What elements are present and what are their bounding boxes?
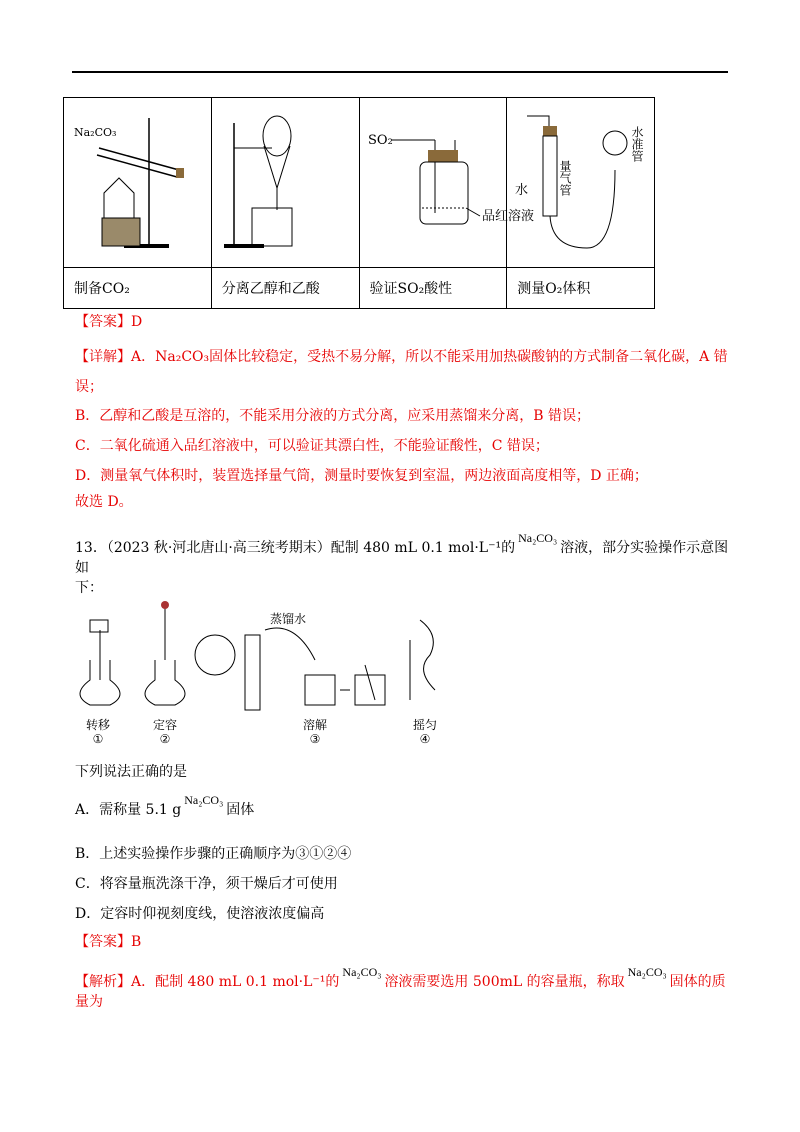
step4-label: 摇匀 (412, 718, 437, 732)
separatory-funnel-figure (212, 98, 327, 267)
apparatus-cell-1 (64, 98, 212, 268)
label-so2: SO₂ (367, 133, 393, 148)
q12-conclusion: 故选 D。 (75, 494, 133, 510)
label-water: 水 (515, 183, 529, 198)
label-liangqiguan: 量气管 (558, 160, 573, 196)
step3-label: 溶解 (302, 718, 327, 732)
q12-detail-c: C．二氧化硫通入品红溶液中，可以验证其漂白性，不能验证酸性，C 错误； (75, 438, 549, 454)
header-rule (72, 71, 728, 73)
label-pinhong: 品红溶液 (481, 209, 534, 224)
q13-analysis: 【解析】A．配制 480 mL 0.1 mol·L⁻¹的Na₂CO₃溶液需要选用 500mL 的容量瓶，称取Na₂CO₃固体的质量为 (75, 965, 726, 1010)
apparatus-cell-4 (507, 98, 655, 268)
step2-num: ② (159, 732, 171, 746)
caption-4: 测量O₂体积 (507, 268, 655, 309)
label-shuizhunguan: 水准管 (630, 126, 645, 162)
q12-answer: 【答案】D (75, 314, 143, 330)
step1-num: ① (92, 732, 104, 746)
label-na2co3: Na₂CO₃ (74, 126, 117, 139)
q12-detail-b: B．乙醇和乙酸是互溶的，不能采用分液的方式分离，应采用蒸馏来分离，B 错误； (75, 408, 591, 424)
gas-measuring-tube-figure (507, 98, 657, 267)
q13-option-c: C．将容量瓶洗涤干净，须干燥后才可使用 (75, 876, 338, 892)
q13-stem: 13．（2023 秋·河北唐山·高三统考期末）配制 480 mL 0.1 mol·L⁻¹的Na₂CO₃溶液，部分实验操作示意图如 (75, 531, 729, 576)
step1-label: 转移 (85, 718, 110, 732)
caption-2: 分离乙醇和乙酸 (211, 268, 359, 309)
apparatus-cell-2 (211, 98, 359, 268)
step3-num: ③ (309, 732, 321, 746)
q13-option-a: A．需称量 5.1 gNa₂CO₃固体 (75, 793, 255, 818)
heating-apparatus-figure (64, 98, 194, 267)
caption-3: 验证SO₂酸性 (359, 268, 507, 309)
q13-prompt: 下列说法正确的是 (75, 764, 187, 780)
caption-1: 制备CO₂ (64, 268, 212, 309)
q12-detail-a: 【详解】A．Na₂CO₃固体比较稳定，受热不易分解，所以不能采用加热碳酸钠的方式制备二氧化碳，A 错误； (75, 349, 728, 395)
q13-option-b: B．上述实验操作步骤的正确顺序为③①②④ (75, 846, 352, 862)
q13-stem-cont: 下： (75, 580, 103, 596)
step2-label: 定容 (152, 718, 177, 732)
apparatus-table (63, 97, 655, 309)
q13-option-d: D．定容时仰视刻度线，使溶液浓度偏高 (75, 906, 325, 922)
distilled-water-label: 蒸馏水 (269, 612, 306, 626)
q13-answer: 【答案】B (75, 934, 142, 950)
apparatus-cell-3 (359, 98, 534, 268)
procedure-figure (70, 600, 470, 750)
q12-detail-d: D．测量氧气体积时，装置选择量气筒，测量时要恢复到室温，两边液面高度相等，D 正确； (75, 468, 648, 484)
step4-num: ④ (419, 732, 431, 746)
